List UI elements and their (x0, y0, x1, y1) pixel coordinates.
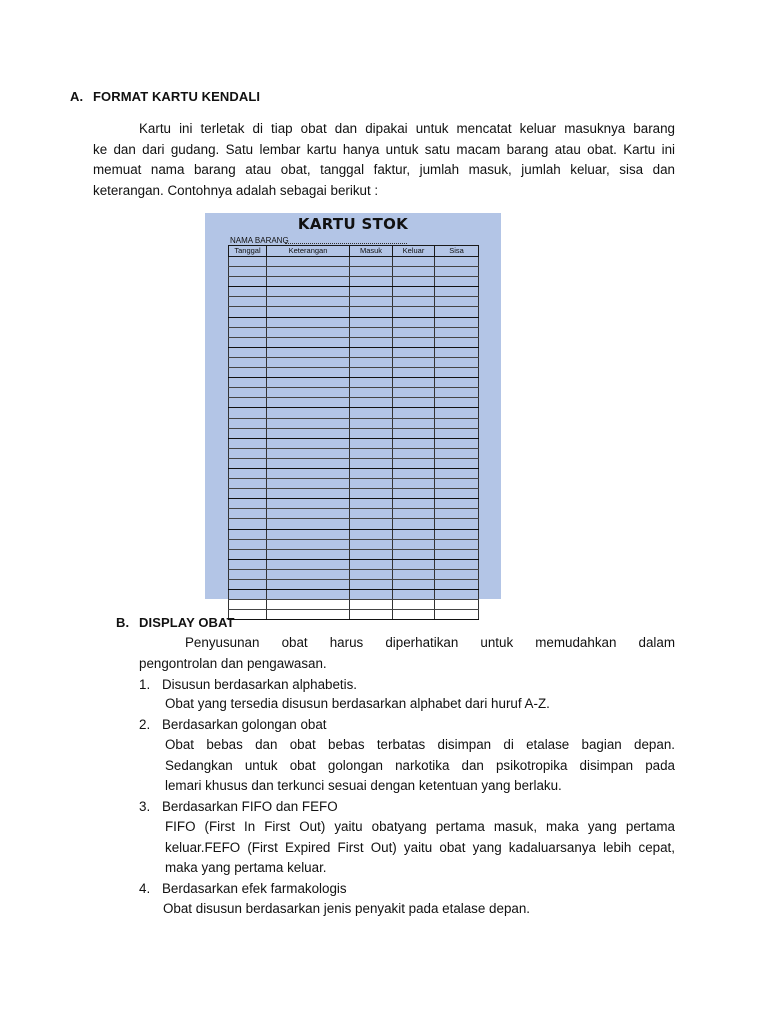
kartu-stok-row (229, 378, 479, 388)
kartu-stok-cell (435, 418, 479, 428)
kartu-stok-cell (350, 590, 393, 600)
list-item-2-body (165, 735, 675, 797)
kartu-stok-cell (393, 428, 435, 438)
kartu-stok-cell (350, 378, 393, 388)
kartu-stok-cell (229, 398, 267, 408)
kartu-stok-cell (435, 468, 479, 478)
kartu-stok-cell (393, 287, 435, 297)
kartu-stok-cell (435, 317, 479, 327)
list-item-3-number: 3. (139, 799, 151, 814)
kartu-stok-row (229, 448, 479, 458)
list-item-line: maka yang pertama keluar. (165, 860, 327, 875)
section-a-paragraph (93, 119, 675, 201)
kartu-stok-cell (435, 398, 479, 408)
kartu-stok-cell (435, 479, 479, 489)
kartu-stok-row (229, 549, 479, 559)
kartu-stok-cell (393, 489, 435, 499)
kartu-stok-cell (435, 327, 479, 337)
kartu-stok-cell (350, 398, 393, 408)
kartu-stok-rows (229, 257, 479, 620)
kartu-stok-cell (435, 580, 479, 590)
kartu-stok-cell (435, 509, 479, 519)
kartu-stok-row (229, 600, 479, 610)
kartu-stok-cell (350, 257, 393, 267)
kartu-stok-cell (350, 499, 393, 509)
kartu-stok-row (229, 580, 479, 590)
paragraph-line: keterangan. Contohnya adalah sebagai berikut : (93, 182, 379, 198)
column-header-masuk: Masuk (350, 246, 393, 257)
kartu-stok-cell (435, 499, 479, 509)
kartu-stok-cell (393, 539, 435, 549)
kartu-stok-cell (393, 368, 435, 378)
kartu-stok-cell (393, 418, 435, 428)
kartu-stok-cell (267, 509, 350, 519)
paragraph-line: pengontrolan dan pengawasan. (139, 655, 327, 671)
section-b-intro (139, 633, 675, 674)
kartu-stok-cell (393, 559, 435, 569)
kartu-stok-cell (267, 418, 350, 428)
kartu-stok-cell (393, 257, 435, 267)
kartu-stok-cell (229, 468, 267, 478)
kartu-stok-table (228, 245, 479, 620)
kartu-stok-cell (229, 509, 267, 519)
column-header-keluar: Keluar (393, 246, 435, 257)
kartu-stok-cell (435, 388, 479, 398)
kartu-stok-cell (229, 569, 267, 579)
kartu-stok-cell (435, 569, 479, 579)
kartu-stok-cell (350, 297, 393, 307)
list-item-line: FIFO (First In First Out) yaitu obatyang pertama masuk, maka yang pertama (165, 819, 675, 834)
kartu-stok-cell (267, 408, 350, 418)
kartu-stok-cell (435, 519, 479, 529)
kartu-stok-cell (435, 529, 479, 539)
kartu-stok-row (229, 337, 479, 347)
kartu-stok-cell (393, 479, 435, 489)
kartu-stok-row (229, 468, 479, 478)
list-item-2-number: 2. (139, 717, 151, 732)
kartu-stok-image (205, 213, 501, 599)
kartu-stok-cell (393, 317, 435, 327)
kartu-stok-cell (393, 468, 435, 478)
kartu-stok-cell (229, 448, 267, 458)
kartu-stok-cell (229, 580, 267, 590)
list-item-4-body (163, 899, 675, 920)
kartu-stok-row (229, 357, 479, 367)
list-item-line: Obat yang tersedia disusun berdasarkan alphabet dari huruf A-Z. (165, 696, 550, 711)
kartu-stok-cell (350, 468, 393, 478)
kartu-stok-cell (267, 347, 350, 357)
kartu-stok-cell (267, 600, 350, 610)
kartu-stok-cell (229, 549, 267, 559)
kartu-stok-row (229, 559, 479, 569)
kartu-stok-cell (350, 337, 393, 347)
kartu-stok-row (229, 489, 479, 499)
kartu-stok-cell (350, 388, 393, 398)
kartu-stok-cell (393, 519, 435, 529)
kartu-stok-cell (267, 539, 350, 549)
section-a-number: A. (70, 89, 84, 104)
kartu-stok-cell (350, 458, 393, 468)
kartu-stok-cell (393, 347, 435, 357)
paragraph-line: ke dan dari gudang. Satu lembar kartu hanya untuk satu macam barang atau obat. Kartu ini (93, 141, 675, 157)
kartu-stok-row (229, 590, 479, 600)
column-header-tanggal: Tanggal (229, 246, 267, 257)
kartu-stok-cell (350, 438, 393, 448)
kartu-stok-cell (350, 580, 393, 590)
kartu-stok-cell (267, 307, 350, 317)
kartu-stok-cell (229, 347, 267, 357)
kartu-stok-cell (229, 590, 267, 600)
kartu-stok-cell (229, 277, 267, 287)
kartu-stok-cell (393, 580, 435, 590)
kartu-stok-cell (229, 257, 267, 267)
kartu-stok-cell (267, 529, 350, 539)
kartu-stok-cell (393, 337, 435, 347)
kartu-stok-cell (393, 378, 435, 388)
kartu-stok-cell (267, 549, 350, 559)
kartu-stok-cell (229, 267, 267, 277)
kartu-stok-cell (229, 297, 267, 307)
list-item-3-body (165, 817, 675, 879)
kartu-stok-cell (393, 569, 435, 579)
kartu-stok-cell (229, 529, 267, 539)
kartu-stok-cell (435, 610, 479, 620)
kartu-stok-cell (267, 499, 350, 509)
kartu-stok-cell (350, 307, 393, 317)
kartu-stok-row (229, 317, 479, 327)
kartu-stok-cell (229, 307, 267, 317)
kartu-stok-cell (229, 499, 267, 509)
kartu-stok-row (229, 297, 479, 307)
kartu-stok-cell (229, 479, 267, 489)
kartu-stok-row (229, 610, 479, 620)
kartu-stok-cell (435, 559, 479, 569)
kartu-stok-row (229, 519, 479, 529)
kartu-stok-cell (229, 327, 267, 337)
section-b-number: B. (116, 615, 130, 630)
kartu-stok-cell (267, 398, 350, 408)
list-item-line: Sedangkan untuk obat golongan narkotika dan psikotropika disimpan pada (165, 757, 675, 773)
kartu-stok-cell (267, 257, 350, 267)
kartu-stok-cell (229, 458, 267, 468)
kartu-stok-row (229, 529, 479, 539)
kartu-stok-row (229, 257, 479, 267)
section-b-heading (116, 615, 235, 630)
kartu-stok-row (229, 499, 479, 509)
kartu-stok-row (229, 479, 479, 489)
kartu-stok-cell (229, 388, 267, 398)
kartu-stok-cell (435, 539, 479, 549)
kartu-stok-cell (393, 549, 435, 559)
kartu-stok-cell (267, 388, 350, 398)
list-item-1-title: Disusun berdasarkan alphabetis. (162, 677, 358, 692)
kartu-stok-cell (267, 277, 350, 287)
kartu-stok-cell (435, 287, 479, 297)
kartu-stok-row (229, 388, 479, 398)
kartu-stok-cell (350, 549, 393, 559)
kartu-stok-cell (393, 398, 435, 408)
kartu-stok-cell (229, 428, 267, 438)
kartu-stok-cell (393, 438, 435, 448)
kartu-stok-cell (229, 438, 267, 448)
kartu-stok-cell (229, 418, 267, 428)
kartu-stok-cell (350, 509, 393, 519)
kartu-stok-cell (435, 257, 479, 267)
kartu-stok-cell (267, 428, 350, 438)
kartu-stok-cell (350, 428, 393, 438)
kartu-stok-cell (350, 418, 393, 428)
kartu-stok-cell (393, 357, 435, 367)
kartu-stok-cell (393, 600, 435, 610)
kartu-stok-cell (393, 297, 435, 307)
paragraph-line: memuat nama barang atau obat, tanggal faktur, jumlah masuk, jumlah keluar, sisa dan (93, 162, 675, 177)
kartu-stok-cell (267, 458, 350, 468)
kartu-stok-cell (435, 408, 479, 418)
kartu-stok-cell (393, 267, 435, 277)
kartu-stok-row (229, 267, 479, 277)
kartu-stok-cell (350, 559, 393, 569)
list-item-3-title: Berdasarkan FIFO dan FEFO (162, 799, 338, 814)
list-item-line: lemari khusus dan terkunci sesuai dengan ketentuan yang berlaku. (165, 778, 562, 793)
kartu-stok-cell (393, 509, 435, 519)
kartu-stok-cell (350, 357, 393, 367)
kartu-stok-row (229, 458, 479, 468)
kartu-stok-cell (435, 489, 479, 499)
kartu-stok-cell (267, 267, 350, 277)
list-item-1-number: 1. (139, 677, 151, 692)
kartu-stok-row (229, 327, 479, 337)
column-header-keterangan: Keterangan (267, 246, 350, 257)
kartu-stok-row (229, 509, 479, 519)
kartu-stok-cell (393, 408, 435, 418)
kartu-stok-cell (393, 388, 435, 398)
kartu-stok-cell (350, 267, 393, 277)
kartu-stok-row (229, 428, 479, 438)
kartu-stok-cell (435, 549, 479, 559)
section-b-title: DISPLAY OBAT (139, 615, 235, 630)
kartu-stok-cell (350, 529, 393, 539)
kartu-stok-cell (267, 317, 350, 327)
kartu-stok-row (229, 438, 479, 448)
kartu-stok-cell (435, 590, 479, 600)
paragraph-line: Kartu ini terletak di tiap obat dan dipakai untuk mencatat keluar masuknya barang (139, 121, 675, 136)
nama-barang-label: NAMA BARANG (230, 236, 289, 245)
list-item-2-title: Berdasarkan golongan obat (162, 717, 327, 732)
kartu-stok-cell (267, 590, 350, 600)
kartu-stok-row (229, 368, 479, 378)
kartu-stok-cell (350, 600, 393, 610)
kartu-stok-cell (435, 600, 479, 610)
list-item-line: keluar.FEFO (First Expired First Out) yaitu obat yang kadaluarsanya lebih cepat, (165, 839, 675, 855)
kartu-stok-cell (267, 448, 350, 458)
kartu-stok-row (229, 277, 479, 287)
kartu-stok-cell (229, 559, 267, 569)
kartu-stok-cell (229, 378, 267, 388)
kartu-stok-cell (267, 438, 350, 448)
kartu-stok-cell (435, 277, 479, 287)
kartu-stok-cell (229, 337, 267, 347)
kartu-stok-row (229, 347, 479, 357)
kartu-stok-cell (393, 277, 435, 287)
kartu-stok-row (229, 398, 479, 408)
paragraph-line: Penyusunan obat harus diperhatikan untuk memudahkan dalam (185, 635, 675, 650)
kartu-stok-cell (350, 569, 393, 579)
section-a-title: FORMAT KARTU KENDALI (93, 89, 261, 104)
kartu-stok-cell (435, 428, 479, 438)
kartu-stok-cell (229, 317, 267, 327)
kartu-stok-cell (393, 307, 435, 317)
kartu-stok-cell (267, 368, 350, 378)
kartu-stok-cell (393, 327, 435, 337)
kartu-stok-row (229, 539, 479, 549)
kartu-stok-header-row (229, 246, 479, 257)
kartu-stok-cell (267, 580, 350, 590)
kartu-stok-cell (350, 408, 393, 418)
kartu-stok-cell (267, 378, 350, 388)
kartu-stok-cell (435, 337, 479, 347)
kartu-stok-cell (393, 529, 435, 539)
kartu-stok-cell (229, 600, 267, 610)
kartu-stok-cell (435, 307, 479, 317)
list-item-4-title: Berdasarkan efek farmakologis (162, 881, 347, 896)
kartu-stok-cell (393, 448, 435, 458)
kartu-stok-row (229, 287, 479, 297)
section-a-heading (70, 89, 260, 104)
kartu-stok-cell (350, 519, 393, 529)
kartu-stok-cell (229, 519, 267, 529)
kartu-stok-cell (350, 317, 393, 327)
nama-barang-dotted-line (285, 243, 407, 244)
kartu-stok-cell (267, 468, 350, 478)
kartu-stok-cell (350, 489, 393, 499)
kartu-stok-cell (435, 297, 479, 307)
kartu-stok-cell (229, 408, 267, 418)
kartu-stok-cell (435, 458, 479, 468)
list-item-4-number: 4. (139, 881, 151, 896)
kartu-stok-row (229, 569, 479, 579)
kartu-stok-cell (229, 357, 267, 367)
kartu-stok-cell (267, 357, 350, 367)
kartu-stok-cell (229, 368, 267, 378)
kartu-stok-cell (267, 489, 350, 499)
kartu-stok-cell (435, 368, 479, 378)
kartu-stok-cell (350, 479, 393, 489)
kartu-stok-cell (435, 357, 479, 367)
kartu-stok-cell (393, 499, 435, 509)
kartu-stok-cell (267, 479, 350, 489)
column-header-sisa: Sisa (435, 246, 479, 257)
kartu-stok-cell (435, 267, 479, 277)
kartu-stok-cell (393, 610, 435, 620)
kartu-stok-cell (393, 590, 435, 600)
list-item-1-body (165, 694, 675, 715)
kartu-stok-cell (229, 489, 267, 499)
kartu-stok-row (229, 408, 479, 418)
kartu-stok-cell (267, 610, 350, 620)
kartu-stok-cell (267, 569, 350, 579)
list-item-line: Obat bebas dan obat bebas terbatas disimpan di etalase bagian depan. (165, 737, 675, 752)
kartu-stok-cell (435, 347, 479, 357)
kartu-stok-cell (350, 277, 393, 287)
kartu-stok-cell (229, 287, 267, 297)
kartu-stok-cell (350, 448, 393, 458)
kartu-stok-cell (350, 327, 393, 337)
kartu-stok-cell (267, 327, 350, 337)
kartu-stok-cell (229, 539, 267, 549)
kartu-stok-cell (350, 539, 393, 549)
kartu-stok-cell (267, 287, 350, 297)
kartu-stok-cell (350, 287, 393, 297)
kartu-stok-cell (350, 610, 393, 620)
kartu-stok-title: KARTU STOK (297, 215, 409, 233)
list-item-line: Obat disusun berdasarkan jenis penyakit pada etalase depan. (163, 901, 531, 916)
kartu-stok-cell (267, 337, 350, 347)
kartu-stok-cell (435, 378, 479, 388)
kartu-stok-cell (435, 438, 479, 448)
kartu-stok-cell (393, 458, 435, 468)
kartu-stok-row (229, 307, 479, 317)
kartu-stok-cell (435, 448, 479, 458)
kartu-stok-cell (267, 297, 350, 307)
kartu-stok-cell (350, 347, 393, 357)
kartu-stok-cell (350, 368, 393, 378)
kartu-stok-cell (267, 559, 350, 569)
kartu-stok-row (229, 418, 479, 428)
kartu-stok-cell (267, 519, 350, 529)
